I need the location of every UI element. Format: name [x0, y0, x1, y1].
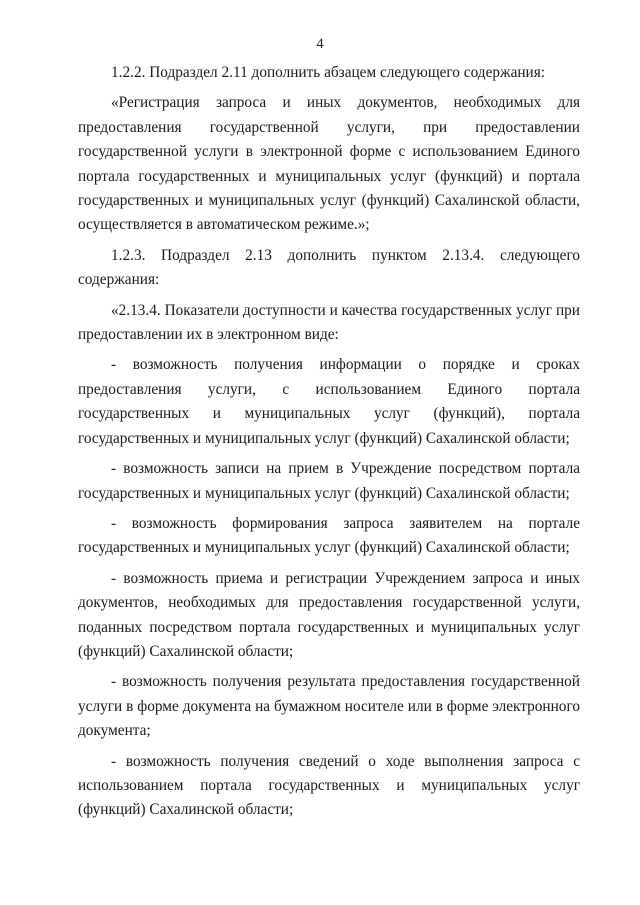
list-item-result: - возможность получения результата предоставления государственной услуги в форме документа на бумажном носителе или в форме электронного документа; [78, 673, 580, 740]
paragraph-1-2-3: 1.2.3. Подраздел 2.13 дополнить пунктом 2.13.4. следующего содержания: [78, 246, 580, 289]
paragraph-2-13-4: «2.13.4. Показатели доступности и качества государственных услуг при предоставлении их в электронном виде: [78, 301, 580, 344]
list-item-appointment: - возможность записи на прием в Учреждение посредством портала государственных и муниципальных услуг (функций) Сахалинской области; [78, 460, 580, 502]
paragraph-1-2-2: 1.2.2. Подраздел 2.11 дополнить абзацем следующего содержания: [111, 64, 546, 81]
list-item-information: - возможность получения информации о порядке и сроках предоставления услуги, с использованием Единого портала государственных и муниципальных услуг (функций), портала государственных и муниципальных услуг (функций) Сахалинской области; [78, 356, 580, 447]
paragraph-registration: «Регистрация запроса и иных документов, необходимых для предоставления государственной услуги, при предоставлении государственной услуги в электронной форме с использованием Единого портала государственных и муниципальных услуг (функций) и портала государственных и муниципальных услуг (функций) Сахалинской области, осуществляется в автоматическом режиме.»; [78, 94, 580, 234]
list-item-request-registration: - возможность приема и регистрации Учреждением запроса и иных документов, необходимых для предоставления государственной услуги, поданных посредством портала государственных и муниципальных услуг (функций) Сахалинской области; [78, 569, 580, 660]
page-number: 4 [316, 36, 324, 52]
list-item-request-forming: - возможность формирования запроса заявителем на портале государственных и муниципальных услуг (функций) Сахалинской области; [78, 514, 580, 557]
document-body [78, 61, 580, 829]
list-item-status-info: - возможность получения сведений о ходе выполнения запроса с использованием портала государственных и муниципальных услуг (функций) Сахалинской области; [78, 752, 580, 819]
